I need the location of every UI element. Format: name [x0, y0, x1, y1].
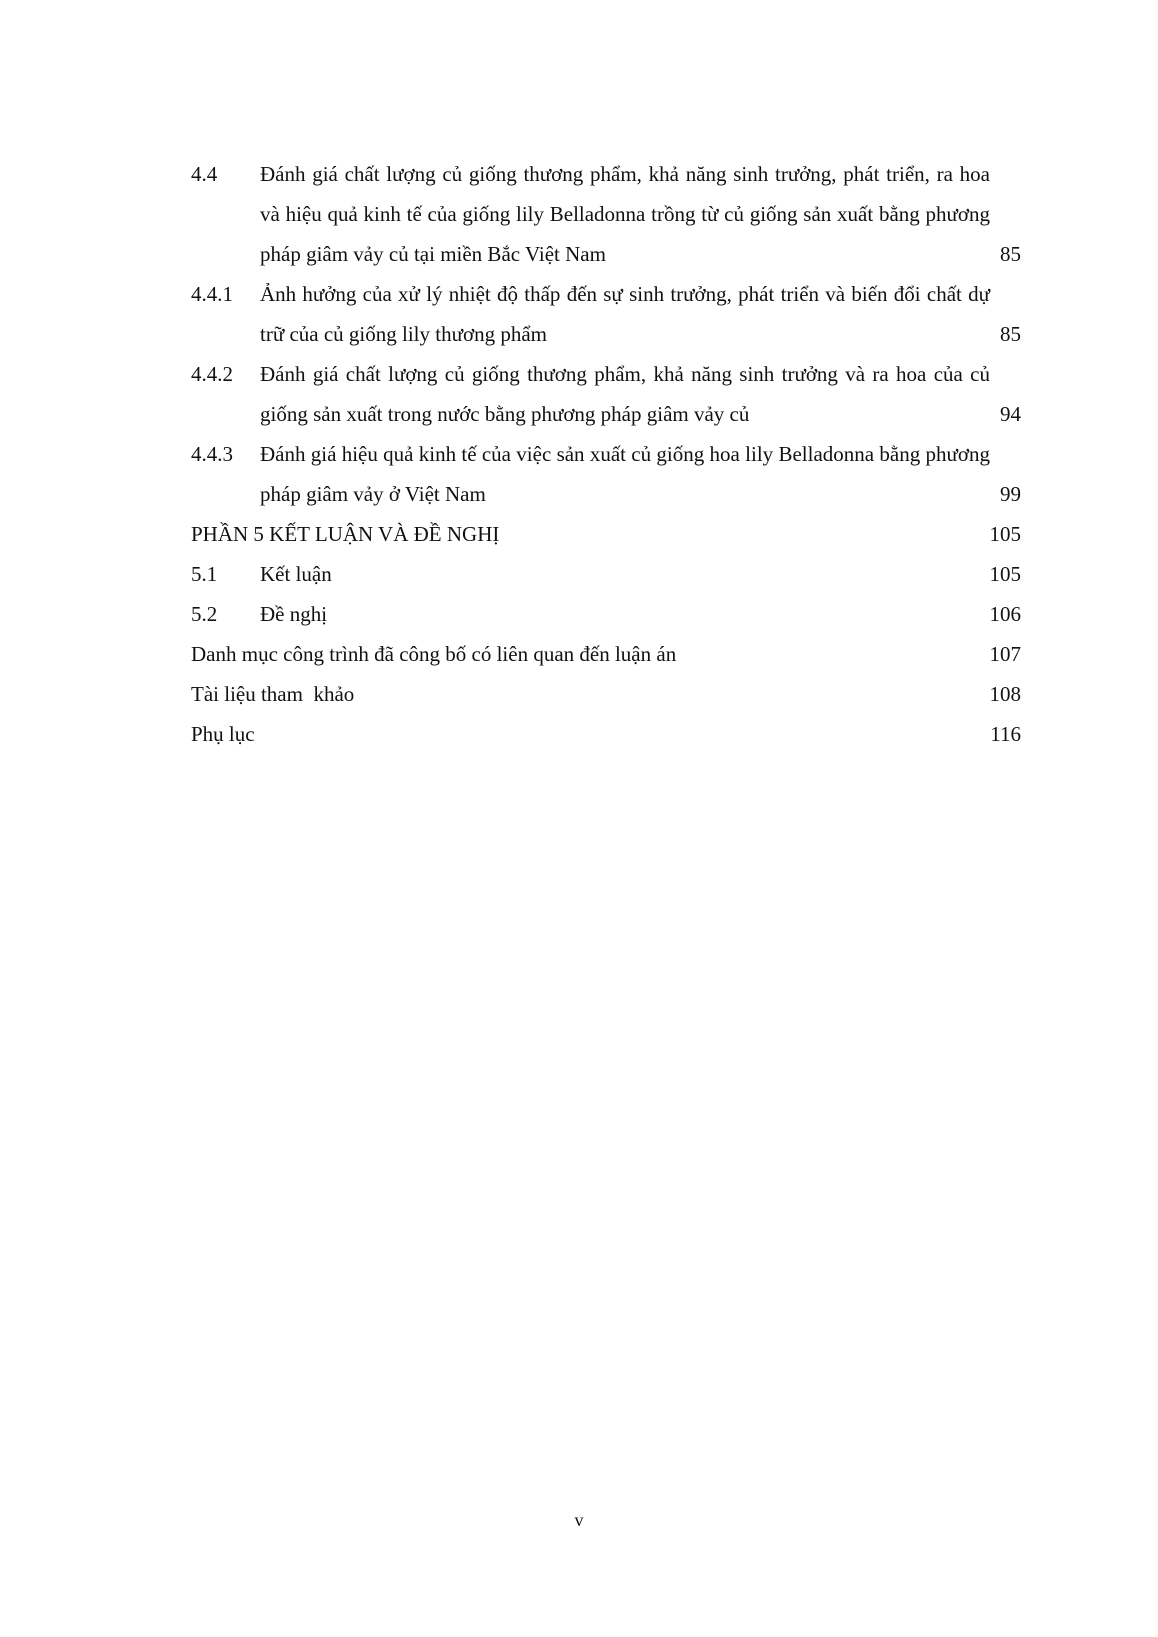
toc-entry-references[interactable]	[191, 674, 1021, 714]
toc-entry-4-4-1[interactable]	[191, 274, 1021, 354]
toc-entry-number: 4.4.2	[191, 362, 233, 386]
toc-entry-page: 105	[989, 522, 1021, 546]
toc-entry-page: 99	[1000, 482, 1021, 506]
toc-entry-page: 85	[1000, 322, 1021, 346]
toc-entry-page: 116	[990, 722, 1021, 746]
toc-entry-title: Đánh giá chất lượng củ giống thương phẩm, khả năng sinh trưởng, phát triển, ra hoa và hiệu quả kinh tế của giống lily Belladonna trồng từ củ giống sản xuất bằng phương pháp giâm vảy củ tại miền Bắc Việt Nam	[260, 162, 990, 266]
toc-entry-page: 108	[989, 682, 1021, 706]
toc-entry-page: 94	[1000, 402, 1021, 426]
toc-entry-title: Tài liệu tham khảo	[191, 682, 355, 706]
page-number: v	[574, 1510, 584, 1530]
toc-entry-page: 105	[989, 562, 1021, 586]
toc-entry-5-1[interactable]	[191, 554, 1021, 594]
toc-entry-5-2[interactable]	[191, 594, 1021, 634]
toc-entry-appendix[interactable]	[191, 714, 1021, 754]
toc-entry-4-4-3[interactable]	[191, 434, 1021, 514]
toc-entry-page: 106	[989, 602, 1021, 626]
toc-entry-title: Đề nghị	[260, 602, 328, 626]
toc-entry-part-5[interactable]	[191, 514, 1021, 554]
toc-entry-page: 107	[989, 642, 1021, 666]
toc-entry-title: PHẦN 5 KẾT LUẬN VÀ ĐỀ NGHỊ	[191, 522, 500, 546]
toc-entry-4-4[interactable]	[191, 154, 1021, 274]
toc-entry-number: 4.4.3	[191, 442, 233, 466]
table-of-contents	[191, 154, 1021, 754]
toc-entry-title: Kết luận	[260, 562, 332, 586]
toc-entry-title: Đánh giá hiệu quả kinh tế của việc sản xuất củ giống hoa lily Belladonna bằng phương pháp giâm vảy ở Việt Nam	[260, 442, 990, 506]
toc-entry-4-4-2[interactable]	[191, 354, 1021, 434]
toc-entry-title: Đánh giá chất lượng củ giống thương phẩm, khả năng sinh trưởng và ra hoa của củ giống sản xuất trong nước bằng phương pháp giâm vảy củ	[260, 362, 990, 426]
toc-entry-number: 5.2	[191, 602, 218, 626]
toc-entry-page: 85	[1000, 242, 1021, 266]
toc-entry-title: Danh mục công trình đã công bố có liên quan đến luận án	[191, 642, 677, 666]
toc-entry-title: Phụ lục	[191, 722, 255, 746]
toc-entry-publications[interactable]	[191, 634, 1021, 674]
toc-entry-title: Ảnh hưởng của xử lý nhiệt độ thấp đến sự sinh trưởng, phát triển và biến đổi chất dự trữ của củ giống lily thương phẩm	[260, 282, 990, 346]
toc-entry-number: 5.1	[191, 562, 218, 586]
toc-entry-number: 4.4.1	[191, 282, 233, 306]
toc-entry-number: 4.4	[191, 162, 218, 186]
